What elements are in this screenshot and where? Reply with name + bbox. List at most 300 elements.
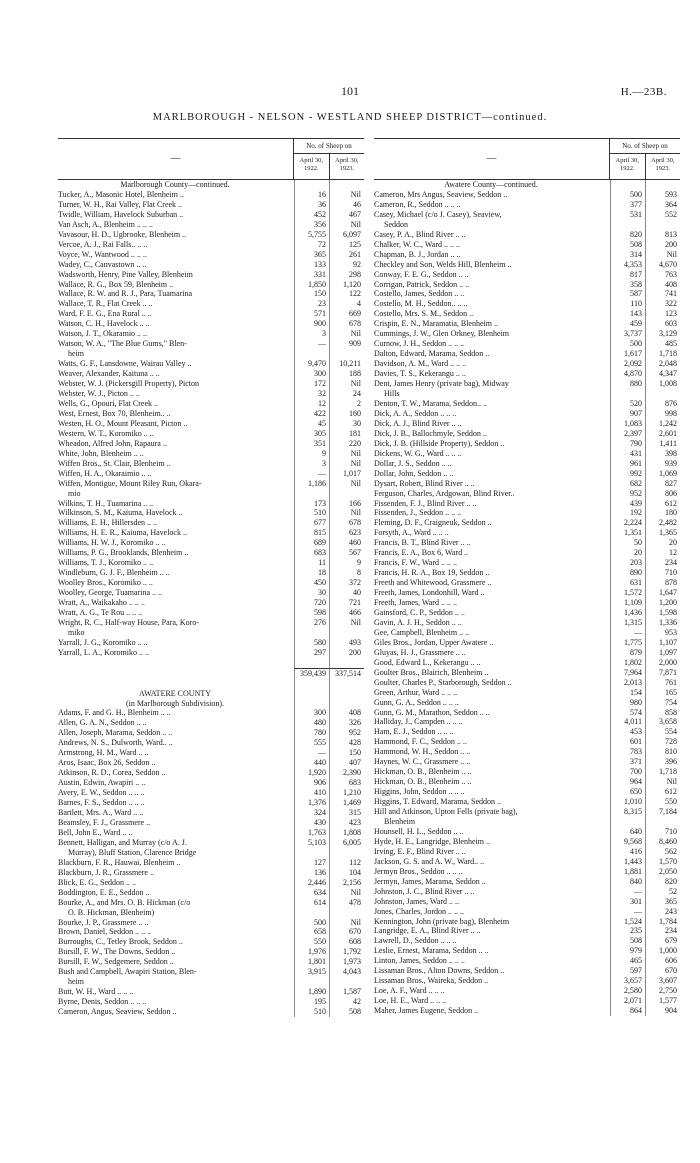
owner-name: Freeth, James, Ward .. .. .. [374, 598, 457, 608]
sheep-1922 [610, 180, 645, 190]
sheep-1923: 364 [645, 200, 680, 210]
owner-name: Lawrell, D., Seddon .. .. .. [374, 936, 457, 946]
sheep-1922: 571 [294, 309, 329, 319]
sheep-1923: 878 [645, 578, 680, 588]
owner-name: Francis, H. R. A., Box 19, Seddon .. [374, 568, 490, 578]
table-row [58, 918, 364, 928]
table-row [374, 787, 680, 797]
sheep-1922: 907 [610, 409, 645, 419]
table-row [374, 926, 680, 936]
sheep-1922: 440 [294, 758, 329, 768]
sheep-1922: 817 [610, 270, 645, 280]
sheep-1922: 2,580 [610, 986, 645, 996]
sheep-1923: 612 [645, 787, 680, 797]
table-row [374, 797, 680, 807]
sheep-1922: 173 [294, 499, 329, 509]
table-row [58, 888, 364, 898]
sheep-1922: 2,013 [610, 678, 645, 688]
sheep-1923: 396 [645, 757, 680, 767]
page-number: 101 [341, 84, 359, 98]
table-row [58, 399, 364, 409]
owner-name: Fleming, D. F., Craigneuk, Seddon .. [374, 518, 492, 528]
sheep-1923: 939 [645, 459, 680, 469]
right-table [374, 138, 680, 1016]
sheep-1922: 416 [610, 847, 645, 857]
sheep-1922: 614 [294, 898, 329, 908]
sheep-1923: 1,647 [645, 588, 680, 598]
sheep-1923: 125 [329, 240, 364, 250]
table-row [374, 369, 680, 379]
table-row [58, 319, 364, 329]
sheep-1922: 964 [610, 777, 645, 787]
owner-name: Wiffen, Montigue, Mount Riley Run, Okara- [58, 478, 202, 488]
owner-name: miko [68, 627, 85, 637]
table-row [58, 648, 364, 658]
sheep-1923: 423 [329, 818, 364, 828]
sheep-1922: 377 [610, 200, 645, 210]
sheep-1922: 453 [610, 727, 645, 737]
owner-name: Williams, P. G., Brooklands, Blenheim .. [58, 548, 189, 558]
sheep-1923: 112 [329, 858, 364, 868]
sheep-1922: 192 [610, 508, 645, 518]
sheep-1922: 276 [294, 618, 329, 628]
sheep-1922: 597 [610, 966, 645, 976]
table-row [58, 548, 364, 558]
owner-name: Blackburn, F. R., Hauwai, Blenheim .. [58, 857, 181, 867]
sheep-1922: 1,850 [294, 280, 329, 290]
owner-name: mio [68, 488, 81, 498]
sheep-1923: 150 [329, 748, 364, 758]
owner-name: Ward, F. E. G., Ena Rural .. .. [58, 309, 152, 319]
sheep-1922: 314 [610, 250, 645, 260]
table-row [58, 260, 364, 270]
owner-name: Watson, W. A., "The Blue Gums," Blen- [58, 339, 187, 349]
table-row [374, 986, 680, 996]
sheep-1923: 7,871 [645, 668, 680, 678]
sheep-1923: 46 [329, 200, 364, 210]
sheep-1923: 2,601 [645, 429, 680, 439]
sheep-1923 [329, 689, 364, 699]
sheep-1923: 8,460 [645, 837, 680, 847]
sheep-1922: 23 [294, 299, 329, 309]
sheep-1923: 3,607 [645, 976, 680, 986]
table-row [374, 469, 680, 479]
sheep-1922: 634 [294, 888, 329, 898]
sheep-1923: Nil [329, 329, 364, 339]
sheep-1922: 133 [294, 260, 329, 270]
owner-name: Austin, Edwin, Awapiri .. .. [58, 778, 146, 788]
table-row [374, 698, 680, 708]
owner-name: O. B. Hickman, Blenheim) [68, 907, 155, 917]
owner-name: Weaver, Alexander, Kaituna .. .. [58, 369, 160, 379]
owner-name: Hill and Atkinson, Upton Fells (private bag), [374, 807, 518, 817]
owner-name: Jackson, G. S. and A. W., Ward.. .. [374, 856, 485, 866]
sheep-1922: 783 [610, 747, 645, 757]
owner-name: Beamsley, F. J., Grassmere .. [58, 817, 151, 827]
sheep-1922: 11 [294, 558, 329, 568]
sheep-1923: 593 [645, 190, 680, 200]
owner-name: Wratt, A. G., Te Rou .. .. .. [58, 607, 143, 617]
sheep-1923: 6,097 [329, 230, 364, 240]
sheep-1923: 904 [645, 1006, 680, 1016]
sheep-1922: 864 [610, 1006, 645, 1016]
sheep-1922: 900 [294, 319, 329, 329]
sheep-1923: Nil [329, 220, 364, 230]
owner-name: Bell, John E., Ward .. .. [58, 827, 133, 837]
table-row [58, 848, 364, 858]
owner-name: Twidle, William, Havelock Suburban .. [58, 209, 184, 219]
sheep-count-header [294, 139, 364, 179]
sheep-1923: 2,482 [645, 518, 680, 528]
owner-name: Williams, H. W. J., Koromiko .. .. [58, 538, 166, 548]
sheep-1923: 813 [645, 230, 680, 240]
sheep-1923: 234 [645, 558, 680, 568]
section-heading [58, 180, 364, 190]
owner-name: Dent, James Henry (private bag), Midway [374, 379, 509, 389]
sheep-1922: 235 [610, 926, 645, 936]
owner-name: Blackburn, J. R., Grassmere .. [58, 867, 154, 877]
owner-name: Cummings, J. W., Glen Orkney, Blenheim [374, 329, 510, 339]
table-row [58, 469, 364, 479]
sheep-1922: 1,881 [610, 867, 645, 877]
owner-name: Hyde, H. E., Langridge, Blenheim .. [374, 836, 490, 846]
sheep-1922: 5,755 [294, 230, 329, 240]
owner-name: Green, Arthur, Ward .. .. .. [374, 687, 458, 697]
table-row [374, 727, 680, 737]
sheep-1923: 2,048 [645, 359, 680, 369]
sheep-1922: 459 [610, 319, 645, 329]
sheep-1923: 2 [329, 399, 364, 409]
sheep-1923: 2,000 [645, 658, 680, 668]
table-row [374, 280, 680, 290]
sheep-1922: 508 [610, 240, 645, 250]
owner-name: Andrews, N. S., Dulworth, Ward.. .. [58, 738, 173, 748]
sheep-1922: 195 [294, 997, 329, 1007]
table-row [374, 847, 680, 857]
sheep-1923: 858 [645, 708, 680, 718]
sheep-1922: 324 [294, 808, 329, 818]
sheep-1923: 1,365 [645, 528, 680, 538]
sheep-1923: 52 [645, 887, 680, 897]
table-row [58, 210, 364, 220]
owner-name: Wallace, T. R., Flat Creek .. .. [58, 299, 153, 309]
sheep-1923: 408 [645, 280, 680, 290]
sheep-1923: 1,210 [329, 788, 364, 798]
owner-name: Van Asch, A., Blenheim .. .. .. [58, 219, 153, 229]
sheep-1923: 160 [329, 409, 364, 419]
sheep-1923: 909 [329, 339, 364, 349]
sheep-1922: 465 [610, 956, 645, 966]
sheep-1923: 20 [645, 538, 680, 548]
owner-name: Dalton, Edward, Marama, Seddon .. [374, 349, 490, 359]
owner-name: Windleburn, G. J. F., Blenheim .. .. [58, 568, 170, 578]
sheep-1922: 1,976 [294, 947, 329, 957]
sheep-1922: 961 [610, 459, 645, 469]
sheep-1922: 2,071 [610, 996, 645, 1006]
owner-name: Westen, H. O., Mount Pleasant, Picton .. [58, 418, 188, 428]
table-row [374, 270, 680, 280]
table-row [374, 897, 680, 907]
sheep-1923: Nil [329, 618, 364, 628]
sheep-1923: Nil [329, 459, 364, 469]
owner-name [58, 668, 294, 679]
table-row [58, 250, 364, 260]
sheep-1923: 679 [645, 936, 680, 946]
owner-name: Kennington, John (private bag), Blenheim [374, 916, 510, 926]
sheep-1923: 998 [645, 409, 680, 419]
sheep-1923: 1,784 [645, 917, 680, 927]
sheep-1922: 203 [610, 558, 645, 568]
sheep-1923: 9 [329, 558, 364, 568]
sheep-1922: 1,315 [610, 618, 645, 628]
sheep-1923: 721 [329, 598, 364, 608]
table-row [58, 967, 364, 977]
sheep-1923: 1,973 [329, 957, 364, 967]
sheep-1922: 2,397 [610, 429, 645, 439]
year-1922-header: April 30, 1922. [610, 154, 646, 179]
owner-name: Barnes, F. S., Seddon .. .. .. [58, 798, 145, 808]
owner-name: Conway, F. E. G., Seddon .. .. [374, 269, 469, 279]
sheep-1922: — [294, 469, 329, 479]
table-row [58, 588, 364, 598]
owner-name: Woolley Bros., Koromiko .. .. [58, 578, 153, 588]
left-rows [58, 180, 364, 1017]
table-row [58, 429, 364, 439]
table-row [374, 936, 680, 946]
sheep-1923: 670 [329, 927, 364, 937]
table-row [374, 777, 680, 787]
sheep-1923: 552 [645, 210, 680, 220]
sheep-1922: 3,915 [294, 967, 329, 977]
table-row [374, 946, 680, 956]
table-row [374, 578, 680, 588]
owner-name: Dick, A. J., Blind River .. .. [374, 418, 462, 428]
sheep-1923: 806 [645, 489, 680, 499]
owner-name: Hickman, O. B., Blenheim .. .. [374, 767, 472, 777]
sheep-1922: — [294, 748, 329, 758]
sheep-1923 [645, 180, 680, 190]
sheep-1922: 30 [294, 588, 329, 598]
sheep-1922: 980 [610, 698, 645, 708]
sheep-1923: 243 [645, 907, 680, 917]
sheep-1923: 1,411 [645, 439, 680, 449]
sheep-1923: 1,200 [645, 598, 680, 608]
owner-name: Watts, G. F., Lansdowne, Wairau Valley .. [58, 359, 192, 369]
sheep-1923: 166 [329, 499, 364, 509]
sheep-1922: 689 [294, 538, 329, 548]
table-row [58, 508, 364, 518]
owner-name: Corrigan, Patrick, Seddon .. .. [374, 279, 470, 289]
sheep-1923: 261 [329, 250, 364, 260]
sheep-1922: 1,617 [610, 349, 645, 359]
table-row [374, 628, 680, 638]
table-row [374, 757, 680, 767]
sheep-1922: 9,568 [610, 837, 645, 847]
sheep-1922: — [610, 628, 645, 638]
sheep-1922: 815 [294, 528, 329, 538]
owner-name: Costello, James, Seddon .. .. [374, 289, 465, 299]
owner-name: Fissenden, F. J., Blind River .. .. [374, 498, 477, 508]
sheep-1923: 4 [329, 299, 364, 309]
sheep-1923: Nil [645, 250, 680, 260]
table-row [58, 499, 364, 509]
sheep-1923: 180 [645, 508, 680, 518]
table-row [374, 220, 680, 230]
table-row [374, 568, 680, 578]
sheep-1923: 200 [329, 648, 364, 658]
sheep-1923: 2,390 [329, 768, 364, 778]
sheep-1923: 1,808 [329, 828, 364, 838]
owner-name: Wiffen, H. A., Okaraimio .. .. [58, 468, 152, 478]
owner-name: White, John, Blenheim .. .. [58, 448, 144, 458]
sheep-1922: 154 [610, 688, 645, 698]
owner-name: Woolley, George, Tuamarina .. .. [58, 588, 163, 598]
table-row [58, 289, 364, 299]
table-row [374, 917, 680, 927]
table-row [58, 818, 364, 828]
table-row [374, 479, 680, 489]
sheep-1923: 710 [645, 827, 680, 837]
sheep-1922: 640 [610, 827, 645, 837]
owner-name: Bourke, A., and Mrs. O. B. Hickman (c/o [58, 897, 191, 907]
sheep-1923: 315 [329, 808, 364, 818]
owner-name: Wallace, R. W. and R. J., Para, Tuamarina [58, 289, 193, 299]
table-row [374, 349, 680, 359]
sheep-1923: 398 [645, 449, 680, 459]
table-row [374, 907, 680, 917]
owner-name: Wells, G., Opouri, Flat Creek .. [58, 398, 159, 408]
sheep-1922: 1,524 [610, 917, 645, 927]
sheep-1923: 1,718 [645, 767, 680, 777]
sheep-1922: 780 [294, 728, 329, 738]
sheep-1922: 500 [610, 190, 645, 200]
table-row [374, 558, 680, 568]
table-row [58, 230, 364, 240]
sheep-1923: 1,718 [645, 349, 680, 359]
owner-name: Costello, M. H., Seddon.. .. .. [374, 299, 468, 309]
sheep-1922 [294, 349, 329, 359]
sheep-1923: 7,184 [645, 807, 680, 817]
sheep-1923: 669 [329, 309, 364, 319]
sheep-1923: 1,097 [645, 648, 680, 658]
table-row [58, 828, 364, 838]
owner-name: Higgins, T. Edward, Marama, Seddon .. [374, 797, 502, 807]
owner-name: Maher, James Eugene, Seddon .. [374, 1006, 479, 1016]
owner-name: Hills [384, 389, 400, 399]
table-row [374, 996, 680, 1006]
sheep-1923: 2,750 [645, 986, 680, 996]
owner-name: Costello, Mrs. S. M., Seddon .. [374, 309, 474, 319]
table-row [58, 977, 364, 987]
sheep-1922: 500 [294, 918, 329, 928]
owner-name: Dysart, Robert, Blind River .. .. [374, 478, 475, 488]
owner-name: Bursill, F. W., The Downs, Seddon .. [58, 947, 176, 957]
owner-name: Williams, E. H., Hillersden .. .. [58, 518, 157, 528]
table-row [58, 200, 364, 210]
table-row [374, 499, 680, 509]
sheep-1922: 1,890 [294, 987, 329, 997]
owner-name: (in Marlborough Subdivision). [126, 698, 224, 708]
owner-name: Gunn, G. M., Marathon, Seddon .. .. [374, 707, 490, 717]
sheep-1922: 430 [294, 818, 329, 828]
owner-name: heim [68, 349, 84, 359]
owner-name: Hounsell, H. L., Seddon .. .. [374, 826, 464, 836]
table-row [374, 618, 680, 628]
sheep-1922: 890 [610, 568, 645, 578]
sheep-1923: 1,598 [645, 608, 680, 618]
table-row [374, 289, 680, 299]
sheep-1923: 42 [329, 997, 364, 1007]
sheep-1922: 5,103 [294, 838, 329, 848]
sheep-1923: Nil [329, 888, 364, 898]
owner-name: Watson, C. H., Havelock .. .. [58, 319, 150, 329]
sheep-1923: 1,107 [645, 638, 680, 648]
sheep-1923: Nil [329, 379, 364, 389]
sheep-1922: 359,439 [294, 668, 329, 679]
table-row [58, 538, 364, 548]
sheep-1922 [610, 220, 645, 230]
sheep-1922: 4,353 [610, 260, 645, 270]
sheep-1923: 508 [329, 1007, 364, 1017]
owner-name: Blenheim [384, 817, 416, 826]
sheep-1922: 520 [610, 399, 645, 409]
table-row [58, 389, 364, 399]
table-row [374, 737, 680, 747]
sheep-1922: 20 [610, 548, 645, 558]
owner-name: Gluyas, H. J., Grassmere .. .. [374, 647, 466, 657]
sheep-1923: 2,050 [645, 867, 680, 877]
name-column-header: — [58, 139, 294, 179]
owner-name: Marlborough County—continued. [120, 180, 230, 189]
table-row [374, 827, 680, 837]
table-row [374, 528, 680, 538]
sheep-1922: 510 [294, 508, 329, 518]
sheep-1923: 365 [645, 897, 680, 907]
table-row [58, 309, 364, 319]
owner-name: Lissaman Bros., Waireka, Seddon .. [374, 976, 489, 986]
sheep-1923: 827 [645, 479, 680, 489]
sheep-1922: 2,224 [610, 518, 645, 528]
sheep-1923: 407 [329, 758, 364, 768]
owner-name: West, Ernest, Box 70, Blenheim.. .. [58, 408, 171, 418]
owner-name: Goulter, Charles P., Starborough, Seddon .. [374, 677, 512, 687]
sheep-1922: 356 [294, 220, 329, 230]
table-row [374, 668, 680, 678]
table-row [374, 877, 680, 887]
sheep-1922: 650 [610, 787, 645, 797]
owner-name: Aros, Isaac, Box 26, Seddon .. [58, 758, 156, 768]
table-row [374, 489, 680, 499]
owner-name: Denton, T. W., Marama, Seddon.. .. [374, 398, 488, 408]
sheep-1922: 587 [610, 289, 645, 299]
owner-name: Dick, A. A., Seddon .. .. .. [374, 408, 457, 418]
owner-name: Davidson, A. M., Ward .. .. .. [374, 359, 467, 369]
sheep-1923: 1,120 [329, 280, 364, 290]
table-row [58, 638, 364, 648]
table-row [58, 489, 364, 499]
sheep-1922: 1,775 [610, 638, 645, 648]
owner-name: Cameron, Mrs Angus, Seaview, Seddon .. [374, 189, 508, 199]
owner-name: Bartlett, Mrs. A., Ward .. .. [58, 808, 144, 818]
owner-name: Butt, W. H., Ward .. .. .. [58, 987, 134, 997]
sheep-1922: 358 [610, 280, 645, 290]
sheep-1922: 480 [294, 718, 329, 728]
table-row [58, 518, 364, 528]
sheep-1923: 478 [329, 898, 364, 908]
sheep-1923: 485 [645, 339, 680, 349]
owner-name: Wilkinson, S. M., Kaiuma, Havelock .. [58, 508, 183, 518]
owner-name: Armstrong, H. M., Ward .. .. [58, 748, 149, 758]
